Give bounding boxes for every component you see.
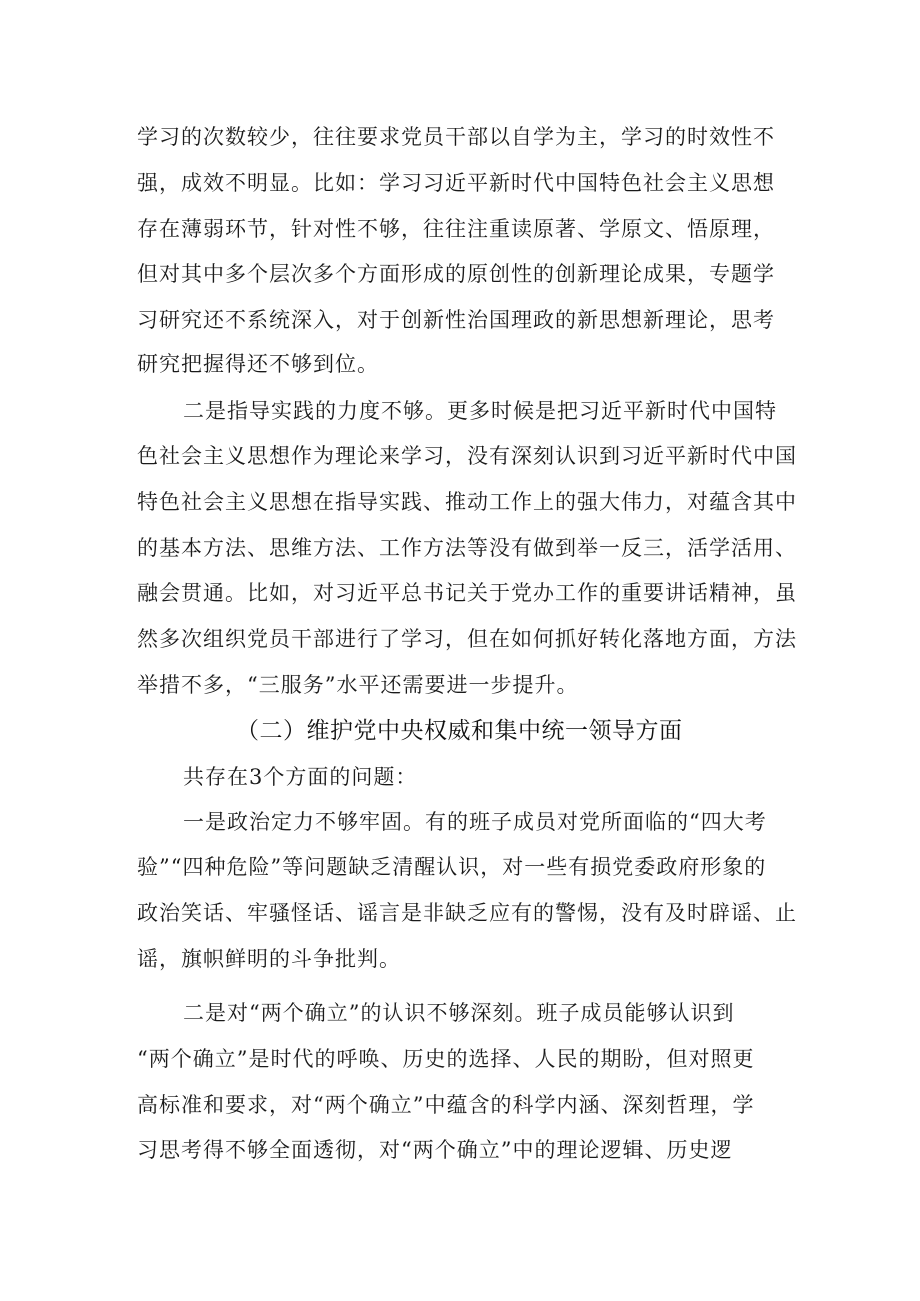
- paragraph-line: 然多次组织党员干部进行了学习，但在如何抓好转化落地方面，方法: [137, 627, 797, 651]
- paragraph-line: 谣，旗帜鲜明的斗争批判。: [137, 947, 401, 971]
- paragraph-line: “两个确立”是时代的呼唤、历史的选择、人民的期盼，但对照更: [137, 1047, 755, 1071]
- paragraph-line: 习思考得不够全面透彻，对“两个确立”中的理论逻辑、历史逻: [137, 1138, 733, 1162]
- paragraph-line: 的基本方法、思维方法、工作方法等没有做到举一反三，活学活用、: [137, 536, 797, 560]
- paragraph-line: 习研究还不系统深入，对于创新性治国理政的新思想新理论，思考: [137, 308, 775, 332]
- paragraph-line: 验”“四种危险”等问题缺乏清醒认识，对一些有损党委政府形象的: [137, 855, 767, 879]
- paragraph-line: 特色社会主义思想在指导实践、推动工作上的强大伟力，对蕴含其中: [137, 490, 797, 514]
- paragraph-line: 一是政治定力不够牢固。有的班子成员对党所面临的“四大考: [183, 810, 767, 834]
- paragraph-line: 存在薄弱环节，针对性不够，往往注重读原著、学原文、悟原理，: [137, 217, 775, 241]
- intro-line: 共存在3个方面的问题：: [183, 765, 418, 789]
- paragraph-line: 融会贯通。比如，对习近平总书记关于党办工作的重要讲话精神，虽: [137, 581, 797, 605]
- paragraph-line: 强，成效不明显。比如：学习习近平新时代中国特色社会主义思想: [137, 171, 775, 195]
- paragraph-line: 学习的次数较少，往往要求党员干部以自学为主，学习的时效性不: [137, 125, 775, 149]
- paragraph-line: 二是指导实践的力度不够。更多时候是把习近平新时代中国特: [183, 399, 777, 423]
- paragraph-line: 研究把握得还不够到位。: [137, 352, 379, 376]
- paragraph-line: 但对其中多个层次多个方面形成的原创性的创新理论成果，专题学: [137, 262, 775, 286]
- section-heading: （二）维护党中央权威和集中统一领导方面: [236, 718, 683, 744]
- paragraph-line: 色社会主义思想作为理论来学习，没有深刻认识到习近平新时代中国: [137, 444, 797, 468]
- paragraph-line: 高标准和要求，对“两个确立”中蕴含的科学内涵、深刻哲理，学: [137, 1093, 755, 1117]
- paragraph-line: 举措不多，“三服务”水平还需要进一步提升。: [137, 673, 579, 697]
- paragraph-line: 政治笑话、牢骚怪话、谣言是非缺乏应有的警惕，没有及时辟谣、止: [137, 901, 797, 925]
- paragraph-line: 二是对“两个确立”的认识不够深刻。班子成员能够认识到: [183, 1001, 735, 1025]
